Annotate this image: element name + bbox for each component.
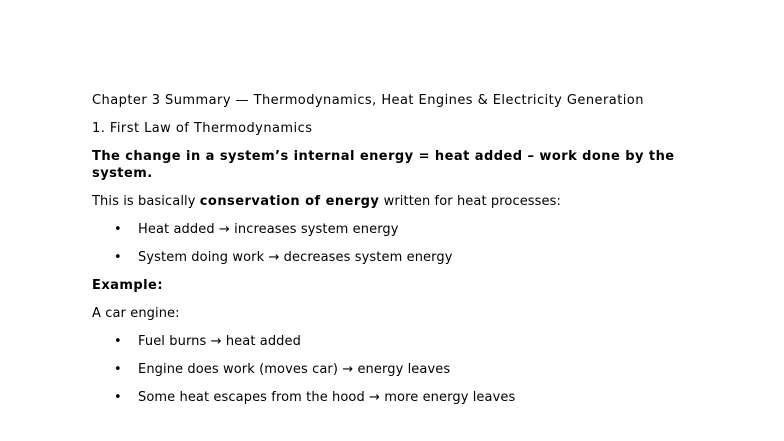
document-page (92, 92, 712, 406)
list-item-text: Fuel burns → heat added (138, 334, 301, 349)
list-item (92, 333, 712, 350)
bullet-icon: • (114, 390, 122, 405)
intro-bold-text: conservation of energy (199, 194, 380, 209)
list-item (92, 249, 712, 266)
list-item (92, 389, 712, 406)
list-item-text: Heat added → increases system energy (138, 222, 399, 237)
list-item-text: System doing work → decreases system energy (138, 250, 453, 265)
list-item-text: Some heat escapes from the hood → more energy leaves (138, 390, 516, 405)
intro-text-after: written for heat processes: (379, 194, 562, 209)
law-bullet-list (92, 221, 712, 266)
example-label: Example: (92, 278, 163, 293)
list-item (92, 221, 712, 238)
bullet-icon: • (114, 222, 122, 237)
intro-paragraph (92, 193, 712, 210)
list-item (92, 361, 712, 378)
example-bullet-list (92, 333, 712, 406)
chapter-heading: Chapter 3 Summary — Thermodynamics, Heat Engines & Electricity Generation (92, 93, 644, 108)
intro-text-before: This is basically (92, 194, 200, 209)
bullet-icon: • (114, 250, 122, 265)
bullet-icon: • (114, 362, 122, 377)
list-item-text: Engine does work (moves car) → energy leaves (138, 362, 451, 377)
section-title: 1. First Law of Thermodynamics (92, 121, 313, 136)
example-intro: A car engine: (92, 306, 180, 321)
bullet-icon: • (114, 334, 122, 349)
law-statement: The change in a system’s internal energy = heat added – work done by the system. (92, 149, 675, 181)
